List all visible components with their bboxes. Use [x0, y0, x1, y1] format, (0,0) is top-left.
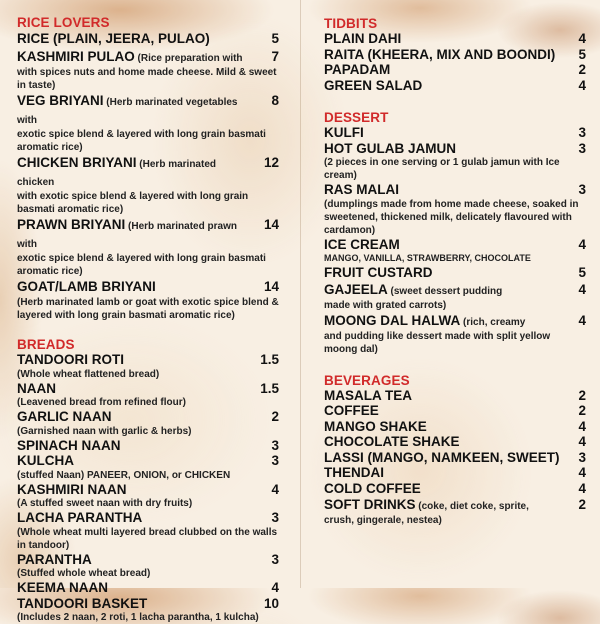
item-name: COLD COFFEE: [324, 481, 421, 497]
item-name: GAJEELA: [324, 282, 388, 297]
item-name: KEEMA NAAN: [17, 580, 108, 596]
item-name: COFFEE: [324, 403, 379, 419]
item-price: 3: [562, 450, 586, 466]
item-name: KULCHA: [17, 453, 74, 469]
item-name: KASHMIRI PULAO: [17, 49, 135, 64]
item-price: 1.5: [255, 352, 279, 368]
item-price: 2: [562, 497, 586, 513]
menu-item: [324, 182, 586, 237]
item-price: 4: [255, 580, 279, 596]
item-desc: crush, gingerale, nestea): [324, 514, 586, 527]
menu-item: [17, 482, 279, 511]
item-price: 4: [562, 313, 586, 329]
item-name: GARLIC NAAN: [17, 409, 112, 425]
item-price: 4: [562, 78, 586, 94]
item-inline-desc: (coke, diet coke, sprite,: [416, 501, 529, 512]
item-name: FRUIT CUSTARD: [324, 265, 433, 281]
menu-item: [17, 48, 279, 92]
item-desc: (Herb marinated lamb or goat with exotic spice blend & layered with long grain basmati aromatic rice): [17, 296, 279, 322]
item-price: 2: [562, 388, 586, 404]
item-name: KULFI: [324, 125, 364, 141]
item-price: 3: [255, 552, 279, 568]
item-inline-desc: (Herb marinated prawn with: [17, 221, 237, 250]
item-inline-desc: (Rice preparation with: [135, 53, 243, 64]
item-price: 4: [562, 481, 586, 497]
menu-item: [17, 552, 279, 581]
menu-item: [324, 237, 586, 266]
item-price: 4: [255, 482, 279, 498]
item-name: NAAN: [17, 381, 56, 397]
item-price: 10: [255, 596, 279, 612]
item-name: PAPADAM: [324, 62, 390, 78]
item-name: HOT GULAB JAMUN: [324, 141, 456, 157]
item-price: 4: [562, 465, 586, 481]
menu-item: [324, 141, 586, 183]
item-price: 14: [255, 279, 279, 295]
item-name: SOFT DRINKS: [324, 497, 416, 512]
item-desc: (Includes 2 naan, 2 roti, 1 lacha parantha, 1 kulcha): [17, 611, 279, 624]
menu-item: [17, 352, 279, 381]
item-name: TANDOORI ROTI: [17, 352, 124, 368]
menu-item: [324, 312, 586, 356]
item-name: PLAIN DAHI: [324, 31, 401, 47]
item-price: 3: [255, 453, 279, 469]
item-desc: (Leavened bread from refined flour): [17, 396, 279, 409]
item-price: 5: [562, 265, 586, 281]
item-name: LACHA PARANTHA: [17, 510, 142, 526]
section-title: TIDBITS: [324, 16, 586, 31]
section-tidbits: [324, 16, 586, 93]
menu-item: [324, 496, 586, 527]
menu-column-left: [17, 15, 279, 624]
menu-item: [17, 278, 279, 322]
menu-item: [17, 30, 279, 48]
item-name: ICE CREAM: [324, 237, 400, 253]
item-desc: MANGO, VANILLA, STRAWBERRY, CHOCOLATE: [324, 252, 586, 265]
item-desc: (stuffed Naan) PANEER, ONION, or CHICKEN: [17, 469, 279, 482]
menu-item: [17, 438, 279, 454]
menu-item: [324, 403, 586, 419]
item-price: 2: [562, 403, 586, 419]
item-price: 3: [562, 182, 586, 198]
item-desc: (A stuffed sweet naan with dry fruits): [17, 497, 279, 510]
menu-item: [324, 434, 586, 450]
menu-item: [324, 388, 586, 404]
section-title: BREADS: [17, 337, 279, 352]
item-desc: with spices nuts and home made cheese. Mild & sweet in taste): [17, 66, 279, 92]
section-title: DESSERT: [324, 110, 586, 125]
section-dessert: [324, 110, 586, 356]
menu-item: [324, 62, 586, 78]
section-title: RICE LOVERS: [17, 15, 279, 30]
item-inline-desc: (Herb marinated vegetables with: [17, 97, 237, 126]
item-name: PARANTHA: [17, 552, 92, 568]
item-name: RAITA (KHEERA, MIX AND BOONDI): [324, 47, 555, 63]
menu-item: [17, 92, 279, 154]
item-name: VEG BRIYANI: [17, 93, 104, 108]
section-title: BEVERAGES: [324, 373, 586, 388]
menu-item: [17, 409, 279, 438]
item-desc: made with grated carrots): [324, 299, 586, 312]
menu-item: [324, 450, 586, 466]
menu-item: [324, 78, 586, 94]
item-name: CHICKEN BRIYANI: [17, 155, 137, 170]
item-price: 4: [562, 31, 586, 47]
item-name: KASHMIRI NAAN: [17, 482, 127, 498]
item-desc: (dumplings made from home made cheese, soaked in sweetened, thickened milk, delicately flavoured with cardamon): [324, 198, 586, 237]
item-price: 5: [255, 31, 279, 47]
item-name: RICE (PLAIN, JEERA, PULAO): [17, 31, 210, 46]
item-price: 2: [562, 62, 586, 78]
item-price: 4: [562, 237, 586, 253]
item-desc: and pudding like dessert made with split yellow moong dal): [324, 330, 586, 356]
item-price: 14: [255, 217, 279, 233]
menu-item: [17, 216, 279, 278]
section-breads: [17, 337, 279, 624]
item-price: 3: [255, 510, 279, 526]
item-name: GREEN SALAD: [324, 78, 422, 94]
item-name: SPINACH NAAN: [17, 438, 121, 454]
section-beverages: [324, 373, 586, 528]
item-inline-desc: (rich, creamy: [460, 317, 525, 328]
item-price: 7: [255, 49, 279, 65]
menu-item: [17, 596, 279, 624]
item-desc: (Stuffed whole wheat bread): [17, 567, 279, 580]
item-price: 8: [255, 93, 279, 109]
item-name: THENDAI: [324, 465, 384, 481]
item-name: GOAT/LAMB BRIYANI: [17, 279, 156, 294]
menu-item: [324, 265, 586, 281]
item-name: RAS MALAI: [324, 182, 399, 198]
item-price: 1.5: [255, 381, 279, 397]
item-price: 5: [562, 47, 586, 63]
menu-item: [17, 453, 279, 482]
item-price: 2: [255, 409, 279, 425]
menu-item: [17, 154, 279, 216]
item-name: PRAWN BRIYANI: [17, 217, 125, 232]
page-fold-divider: [300, 0, 301, 588]
menu-item: [17, 381, 279, 410]
item-desc: exotic spice blend & layered with long grain basmati aromatic rice): [17, 128, 279, 154]
menu-item: [324, 465, 586, 481]
menu-item: [324, 419, 586, 435]
menu-item: [324, 31, 586, 47]
section-rice-lovers: [17, 15, 279, 322]
item-name: MOONG DAL HALWA: [324, 313, 460, 328]
item-desc: exotic spice blend & layered with long grain basmati aromatic rice): [17, 252, 279, 278]
menu-item: [324, 281, 586, 312]
item-price: 3: [562, 141, 586, 157]
item-name: MASALA TEA: [324, 388, 412, 404]
item-name: TANDOORI BASKET: [17, 596, 147, 612]
item-price: 4: [562, 282, 586, 298]
menu-column-right: [324, 16, 586, 527]
item-desc: (Whole wheat flattened bread): [17, 368, 279, 381]
item-name: CHOCOLATE SHAKE: [324, 434, 460, 450]
item-name: MANGO SHAKE: [324, 419, 427, 435]
item-desc: (Garnished naan with garlic & herbs): [17, 425, 279, 438]
item-inline-desc: (sweet dessert pudding: [388, 286, 502, 297]
item-desc: with exotic spice blend & layered with long grain basmati aromatic rice): [17, 190, 279, 216]
item-price: 3: [255, 438, 279, 454]
menu-item: [17, 510, 279, 552]
item-desc: (2 pieces in one serving or 1 gulab jamun with Ice cream): [324, 156, 586, 182]
menu-item: [324, 481, 586, 497]
menu-item: [324, 47, 586, 63]
item-price: 4: [562, 434, 586, 450]
item-desc: (Whole wheat multi layered bread clubbed on the walls in tandoor): [17, 526, 279, 552]
item-price: 3: [562, 125, 586, 141]
item-inline-desc: (Herb marinated chicken: [17, 159, 216, 188]
menu-item: [324, 125, 586, 141]
item-price: 4: [562, 419, 586, 435]
item-price: 12: [255, 155, 279, 171]
item-name: LASSI (MANGO, NAMKEEN, SWEET): [324, 450, 560, 466]
